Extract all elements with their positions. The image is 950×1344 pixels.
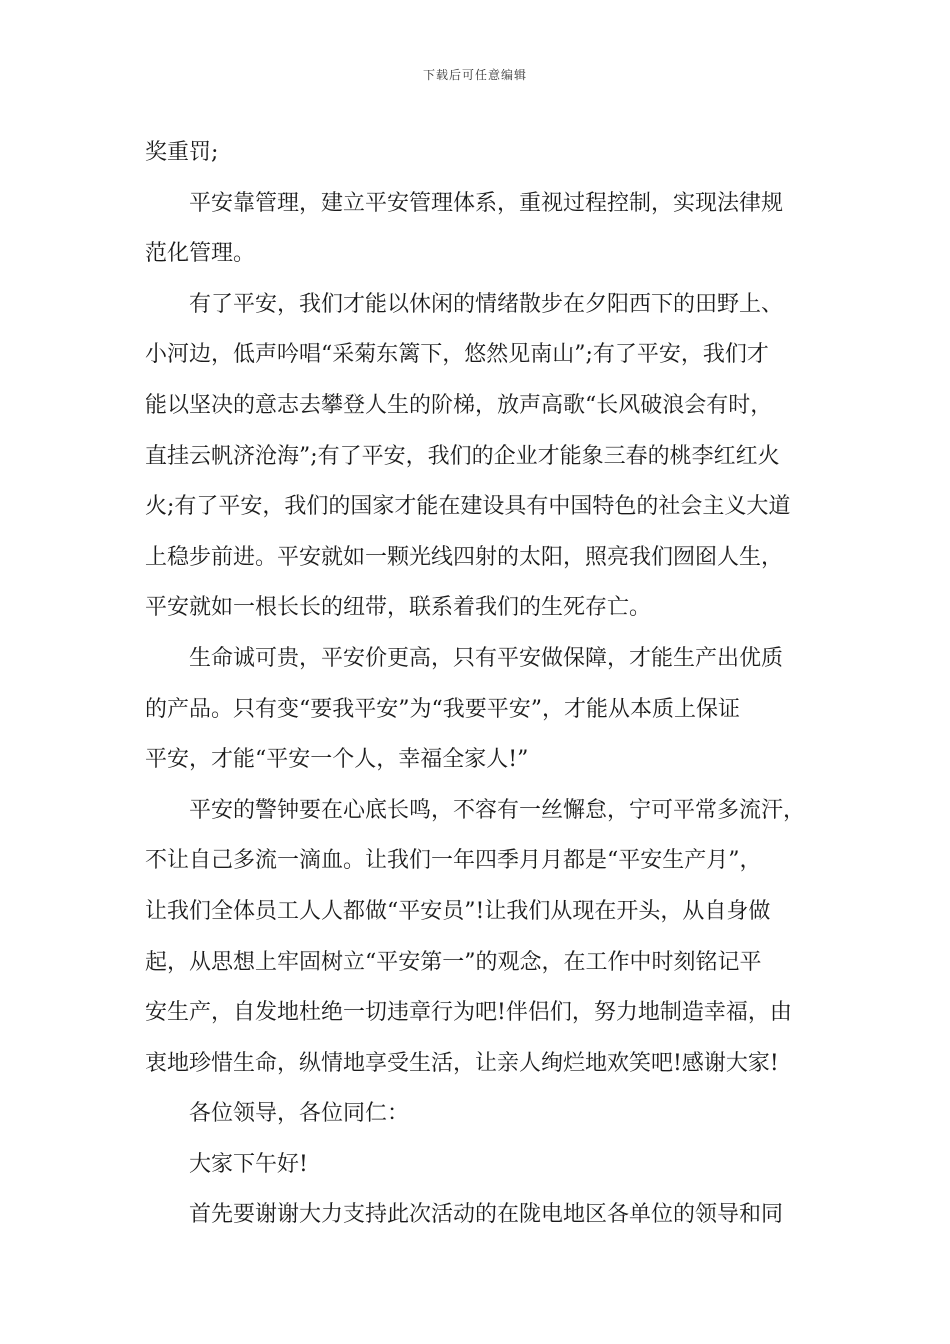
text-line: 能以坚决的意志去攀登人生的阶梯，放声高歌“长风破浪会有时， bbox=[145, 392, 773, 418]
text-line: 安生产，自发地杜绝一切违章行为吧!伴侣们，努力地制造幸福，由 bbox=[145, 1000, 792, 1026]
text-line: 衷地珍惜生命，纵情地享受生活，让亲人绚烂地欢笑吧!感谢大家! bbox=[145, 1050, 779, 1076]
text-line: 首先要谢谢大力支持此次活动的在陇电地区各单位的领导和同 bbox=[189, 1202, 784, 1228]
text-line: 上稳步前进。平安就如一颗光线四射的太阳，照亮我们囫囵人生， bbox=[145, 544, 784, 570]
text-line: 平安靠管理，建立平安管理体系，重视过程控制，实现法律规 bbox=[189, 190, 784, 216]
text-line: 的产品。只有变“要我平安”为“我要平安”，才能从本质上保证 bbox=[145, 696, 740, 722]
text-line: 有了平安，我们才能以休闲的情绪散步在夕阳西下的田野上、 bbox=[189, 291, 784, 317]
text-line: 平安的警钟要在心底长鸣，不容有一丝懈怠，宁可平常多流汗， bbox=[189, 797, 806, 823]
text-line: 生命诚可贵，平安价更高，只有平安做保障，才能生产出优质 bbox=[189, 645, 784, 671]
text-line: 起，从思想上牢固树立“平安第一”的观念，在工作中时刻铭记平 bbox=[145, 949, 762, 975]
text-line: 奖重罚; bbox=[145, 140, 219, 165]
text-line: 直挂云帆济沧海”;有了平安，我们的企业才能象三春的桃李红红火 bbox=[145, 443, 780, 469]
text-line: 各位领导，各位同仁： bbox=[189, 1101, 410, 1127]
text-line: 火;有了平安，我们的国家才能在建设具有中国特色的社会主义大道 bbox=[145, 494, 791, 520]
text-line: 让我们全体员工人人都做“平安员”!让我们从现在开头，从自身做 bbox=[145, 898, 771, 924]
text-line: 大家下午好! bbox=[189, 1151, 308, 1177]
text-line: 不让自己多流一滴血。让我们一年四季月月都是“平安生产月”， bbox=[145, 848, 762, 874]
document-body bbox=[145, 128, 810, 1241]
text-line: 范化管理。 bbox=[145, 241, 256, 267]
page-header: 下载后可任意编辑 bbox=[422, 68, 527, 82]
text-line: 小河边，低声吟唱“采菊东篱下，悠然见南山”;有了平安，我们才 bbox=[145, 342, 769, 368]
text-line: 平安，才能“平安一个人，幸福全家人!” bbox=[145, 747, 529, 773]
text-line: 平安就如一根长长的纽带，联系着我们的生死存亡。 bbox=[145, 595, 652, 621]
